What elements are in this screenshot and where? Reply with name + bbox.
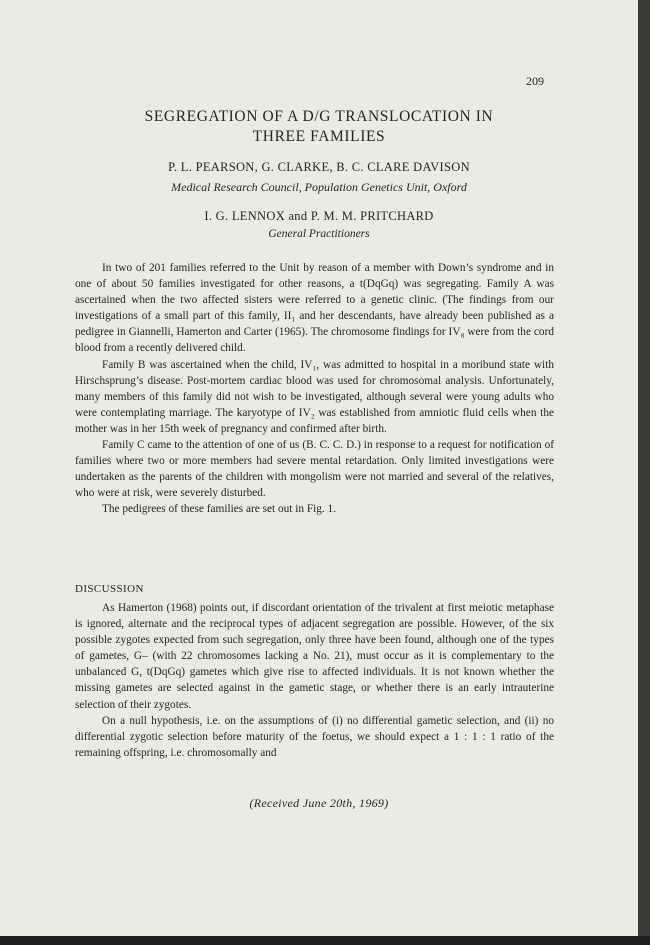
paragraph: On a null hypothesis, i.e. on the assumptions of (i) no differential gametic selection, and (ii) no differential zygotic selection before maturity of the foetus, we should expect a 1 : 1 : 1 ratio of the remaining offspring, i.e. chromosomally and <box>75 714 554 759</box>
discussion-body <box>75 600 554 761</box>
scan-edge-right <box>638 0 650 945</box>
affiliation-group-2: General Practitioners <box>268 228 370 240</box>
paragraph: The pedigrees of these families are set out in Fig. 1. <box>102 503 337 516</box>
paragraph: As Hamerton (1968) points out, if discordant orientation of the trivalent at first meiotic metaphase is ignored, alternate and the reciprocal types of adjacent segregation are possible. However, of the six possible zygotes expected from such segregation, only three have been found, although one of the types of gametes, G– (with 22 chromosomes lacking a No. 21), must occur as it is complementary to the unbalanced G, t(DqGq) gametes which give rise to affected individuals. It is not known whether the missing gametes are selected against in the gametic stage, or whether there is an early intrauterine selection of their zygotes. <box>75 602 554 711</box>
page-number: 209 <box>526 74 544 88</box>
scan-edge-bottom <box>0 936 650 945</box>
authors-group-1: P. L. PEARSON, G. CLARKE, B. C. CLARE DAVISON <box>168 160 470 174</box>
affiliation-group-1: Medical Research Council, Population Genetics Unit, Oxford <box>171 180 467 194</box>
received-date-note: (Received June 20th, 1969) <box>249 796 389 810</box>
article-title <box>0 107 638 147</box>
introduction-body <box>75 260 554 518</box>
paragraph: In two of 201 families referred to the Unit by reason of a member with Down’s syndrome and in one of about 50 families investigated for other reasons, a t(DqGq) was segregating. Family A was ascertained when the two affected sisters were referred to a genetic clinic. (The findings from our investigations of a small part of this family, II₁ and her descendants, have already been published as a pedigree in Giannelli, Hamerton and Carter (1965). The chromosome findings for IV₈ were from the cord blood from a recently delivered child. <box>75 262 554 355</box>
title-line-1: SEGREGATION OF A D/G TRANSLOCATION IN <box>144 108 494 125</box>
paragraph: Family B was ascertained when the child, IV₁, was admitted to hospital in a moribund state with Hirschsprung’s disease. Post-mortem cardiac blood was used for chromosomal analysis. Unfortunately, many members of this family did not wish to be investigated, although several were young adults who were contemplating marriage. The karyotype of IV₂ was established from amniotic fluid cells when the mother was in her 15th week of pregnancy and confirmed after birth. <box>75 358 554 435</box>
title-line-2: THREE FAMILIES <box>252 128 386 145</box>
paragraph: Family C came to the attention of one of us (B. C. C. D.) in response to a request for notification of families where two or more members had severe mental retardation. Only limited investigations were undertaken as the parents of the children with mongolism were not married and several of the relatives, who were at risk, were severely disturbed. <box>75 439 554 500</box>
authors-group-2: I. G. LENNOX and P. M. M. PRITCHARD <box>204 209 434 223</box>
section-heading-discussion: DISCUSSION <box>75 583 144 595</box>
